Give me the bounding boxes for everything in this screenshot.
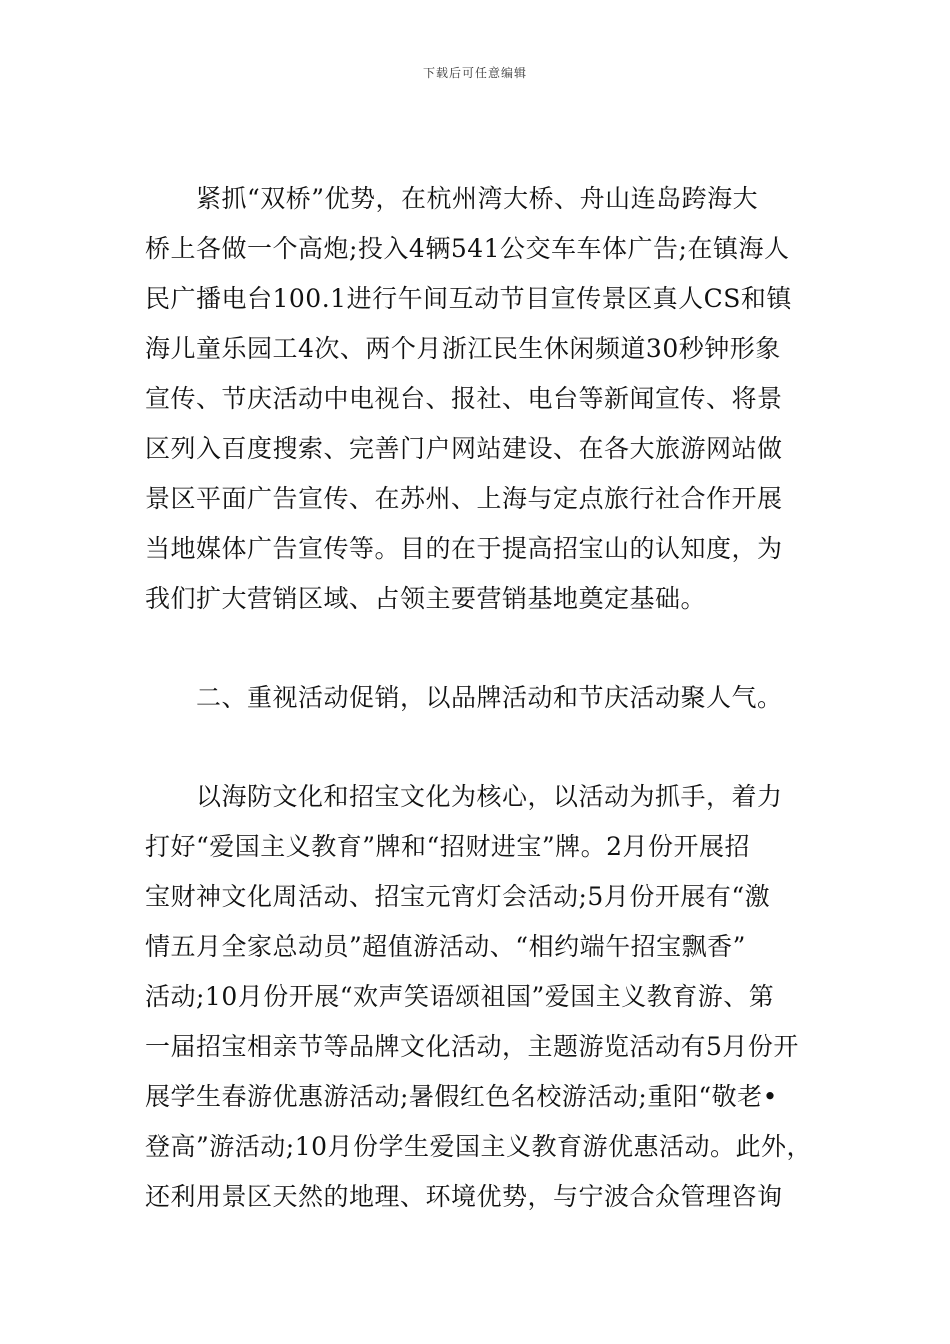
paragraph-line: 宝财神文化周活动、招宝元宵灯会活动;5月份开展有“激 [145,882,771,911]
paragraph-line: 以海防文化和招宝文化为核心，以活动为抓手，着力 [196,782,783,811]
paragraph-line: 当地媒体广告宣传等。目的在于提高招宝山的认知度，为 [145,534,783,563]
paragraph-line: 活动;10月份开展“欢声笑语颂祖国”爱国主义教育游、第 [145,982,775,1011]
paragraph-line: 海儿童乐园工4次、两个月浙江民生休闲频道30秒钟形象 [145,334,781,363]
paragraph-line: 桥上各做一个高炮;投入4辆541公交车车体广告;在镇海人 [145,234,790,263]
paragraph-line: 民广播电台100.1进行午间互动节目宣传景区真人CS和镇 [145,284,792,313]
paragraph-line: 我们扩大营销区域、占领主要营销基地奠定基础。 [145,584,707,613]
section-heading: 二、重视活动促销，以品牌活动和节庆活动聚人气。 [196,683,783,712]
paragraph-line: 还利用景区天然的地理、环境优势，与宁波合众管理咨询 [145,1182,783,1211]
page-header-note: 下载后可任意编辑 [422,66,527,80]
paragraph-line: 展学生春游优惠游活动;暑假红色名校游活动;重阳“敬老• [145,1082,778,1111]
paragraph-line: 情五月全家总动员”超值游活动、“相约端午招宝飘香” [145,932,746,961]
paragraph-line: 一届招宝相亲节等品牌文化活动，主题游览活动有5月份开 [145,1032,799,1061]
paragraph-line: 登高”游活动;10月份学生爱国主义教育游优惠活动。此外， [145,1132,813,1161]
paragraph-line: 区列入百度搜索、完善门户网站建设、在各大旅游网站做 [145,434,783,463]
paragraph-line: 打好“爱国主义教育”牌和“招财进宝”牌。2月份开展招 [145,832,751,861]
paragraph-line: 紧抓“双桥”优势，在杭州湾大桥、舟山连岛跨海大 [196,184,759,213]
paragraph-line: 景区平面广告宣传、在苏州、上海与定点旅行社合作开展 [145,484,783,513]
paragraph-line: 宣传、节庆活动中电视台、报社、电台等新闻宣传、将景 [145,384,783,413]
